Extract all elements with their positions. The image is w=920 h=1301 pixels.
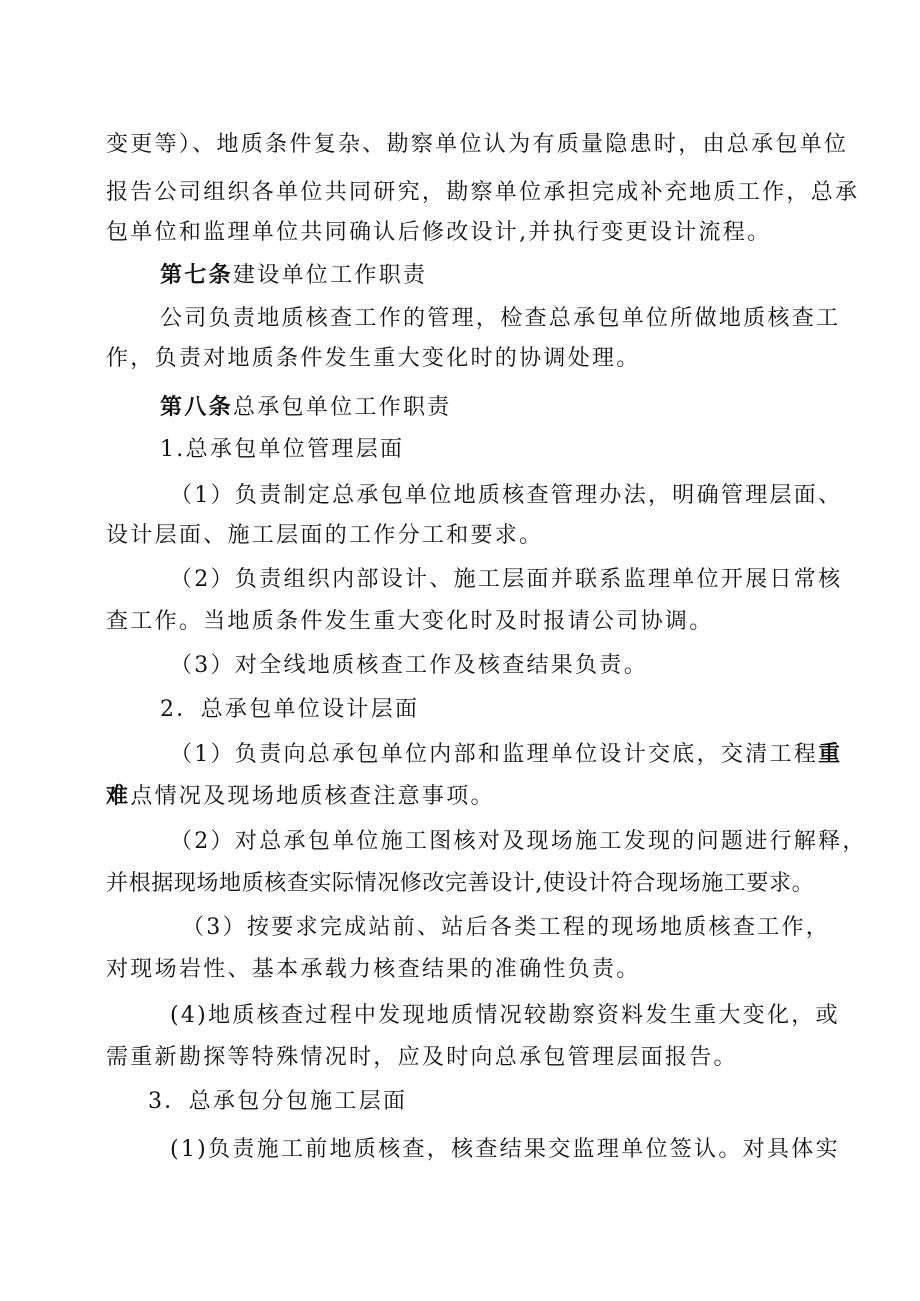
sec1-item2-line-2: 查工作。当地质条件发生重大变化时及时报请公司协调。: [106, 609, 714, 634]
article7-title: 建设单位工作职责: [232, 263, 428, 288]
sec2-title: 2．总承包单位设计层面: [160, 697, 420, 722]
sec2-item4-line-1: (4)地质核查过程中发现地质情况较勘察资料发生重大变化，或: [170, 1003, 840, 1028]
sec2-item1-line-2: [106, 781, 495, 812]
sec2-item2-line-2: 并根据现场地质核查实际情况修改完善设计,使设计符合现场施工要求。: [106, 871, 815, 896]
intro-line-2: 报告公司组织各单位共同研究，勘察单位承担完成补充地质工作，总承: [106, 180, 860, 205]
article7-heading: [160, 260, 427, 291]
sec2-item1-bold-char: 重: [818, 741, 843, 767]
sec1-item2-line-1: （2）负责组织内部设计、施工层面并联系监理单位开展日常核: [170, 567, 843, 592]
sec2-item1-line-1: [170, 739, 842, 770]
sec2-item3-line-1: （3）按要求完成站前、站后各类工程的现场地质核查工作，: [182, 915, 831, 940]
sec2-item2-line-1: （2）对总承包单位施工图核对及现场施工发现的问题进行解释，: [170, 829, 867, 854]
sec1-title: 1.总承包单位管理层面: [160, 437, 405, 462]
sec2-item1-bold-char-2: 难: [106, 783, 131, 809]
sec2-item1-text-2: 点情况及现场地质核查注意事项。: [130, 784, 495, 809]
sec1-item1-line-1: （1）负责制定总承包单位地质核查管理办法，明确管理层面、: [170, 483, 843, 508]
sec2-item3-line-2: 对现场岩性、基本承载力核查结果的准确性负责。: [106, 957, 641, 982]
article8-number: 第八条: [160, 394, 233, 420]
sec1-item1-line-2: 设计层面、施工层面的工作分工和要求。: [106, 523, 544, 548]
article8-title: 总承包单位工作职责: [232, 395, 452, 420]
article7-number: 第七条: [160, 262, 233, 288]
sec3-item1-line-1: (1)负责施工前地质核查，核查结果交监理单位签认。对具体实: [170, 1137, 840, 1162]
sec3-title: 3．总承包分包施工层面: [148, 1089, 408, 1114]
sec1-item3-line-1: （3）对全线地质核查工作及核查结果负责。: [170, 653, 648, 678]
article7-body-line-1: 公司负责地质核查工作的管理，检查总承包单位所做地质核查工: [160, 306, 841, 331]
intro-line-1: 变更等）、地质条件复杂、勘察单位认为有质量隐患时，由总承包单位: [106, 132, 849, 157]
intro-line-3: 包单位和监理单位共同确认后修改设计,并执行变更设计流程。: [106, 220, 772, 245]
sec2-item4-line-2: 需重新勘探等特殊情况时，应及时向总承包管理层面报告。: [106, 1045, 738, 1070]
article8-heading: [160, 392, 452, 423]
sec2-item1-text: （1）负责向总承包单位内部和监理单位设计交底，交清工程: [170, 742, 819, 767]
article7-body-line-2: 作，负责对地质条件发生重大变化时的协调处理。: [106, 346, 641, 371]
